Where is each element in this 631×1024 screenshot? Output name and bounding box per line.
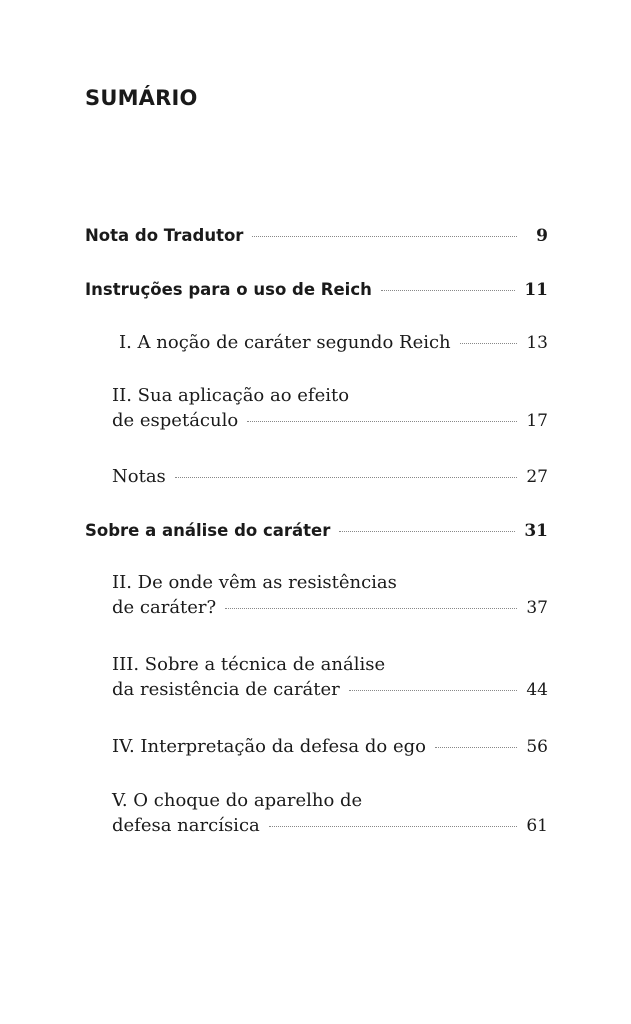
toc-entry-title: da resistência de caráter xyxy=(112,679,340,700)
dot-leader xyxy=(339,531,515,532)
toc-entry-defesa-do-ego[interactable] xyxy=(85,736,548,757)
toc-entry-resistencias[interactable] xyxy=(85,572,548,618)
toc-entry-title: Nota do Tradutor xyxy=(85,226,244,245)
toc-page-number: 11 xyxy=(524,280,548,300)
toc-page-number: 9 xyxy=(536,226,548,246)
toc-page-number: 61 xyxy=(526,816,548,836)
dot-leader xyxy=(460,343,517,344)
toc-entry-notas[interactable] xyxy=(85,466,548,487)
toc-entry-title-line1: III. Sobre a técnica de análise xyxy=(112,654,386,675)
dot-leader xyxy=(435,747,517,748)
toc-page-number: 44 xyxy=(526,680,548,700)
page-title: SUMÁRIO xyxy=(85,86,198,110)
toc-entry-nocao-de-carater[interactable] xyxy=(85,332,548,353)
toc-entry-title: Sobre a análise do caráter xyxy=(85,521,331,540)
toc-page-number: 56 xyxy=(526,737,548,757)
toc-page-number: 13 xyxy=(526,333,548,353)
toc-entry-nota-do-tradutor[interactable] xyxy=(85,226,548,246)
dot-leader xyxy=(349,690,517,691)
toc-entry-instrucoes[interactable] xyxy=(85,280,548,300)
toc-entry-title-line1: V. O choque do aparelho de xyxy=(112,790,363,811)
toc-entry-aplicacao-espetaculo[interactable] xyxy=(85,385,548,431)
toc-entry-title: I. A noção de caráter segundo Reich xyxy=(119,332,451,353)
toc-entry-title: Instruções para o uso de Reich xyxy=(85,280,372,299)
toc-page-number: 17 xyxy=(526,411,548,431)
dot-leader xyxy=(252,236,517,237)
toc-entry-defesa-narcisica[interactable] xyxy=(85,790,548,836)
toc-entry-title: Notas xyxy=(112,466,166,487)
toc-entry-title-line1: II. De onde vêm as resistências xyxy=(112,572,397,593)
toc-entry-tecnica-de-analise[interactable] xyxy=(85,654,548,700)
dot-leader xyxy=(381,290,515,291)
toc-entry-analise-do-carater[interactable] xyxy=(85,521,548,541)
toc-entry-title-line1: II. Sua aplicação ao efeito xyxy=(112,385,350,406)
toc-entry-title: defesa narcísica xyxy=(112,815,260,836)
toc-entry-title: de espetáculo xyxy=(112,410,239,431)
dot-leader xyxy=(269,826,517,827)
toc-page-number: 37 xyxy=(526,598,548,618)
dot-leader xyxy=(175,477,517,478)
dot-leader xyxy=(225,608,517,609)
toc-entry-title: IV. Interpretação da defesa do ego xyxy=(112,736,426,757)
dot-leader xyxy=(247,421,517,422)
toc-entry-title: de caráter? xyxy=(112,597,217,618)
toc-page-number: 27 xyxy=(526,467,548,487)
toc-page-number: 31 xyxy=(524,521,548,541)
